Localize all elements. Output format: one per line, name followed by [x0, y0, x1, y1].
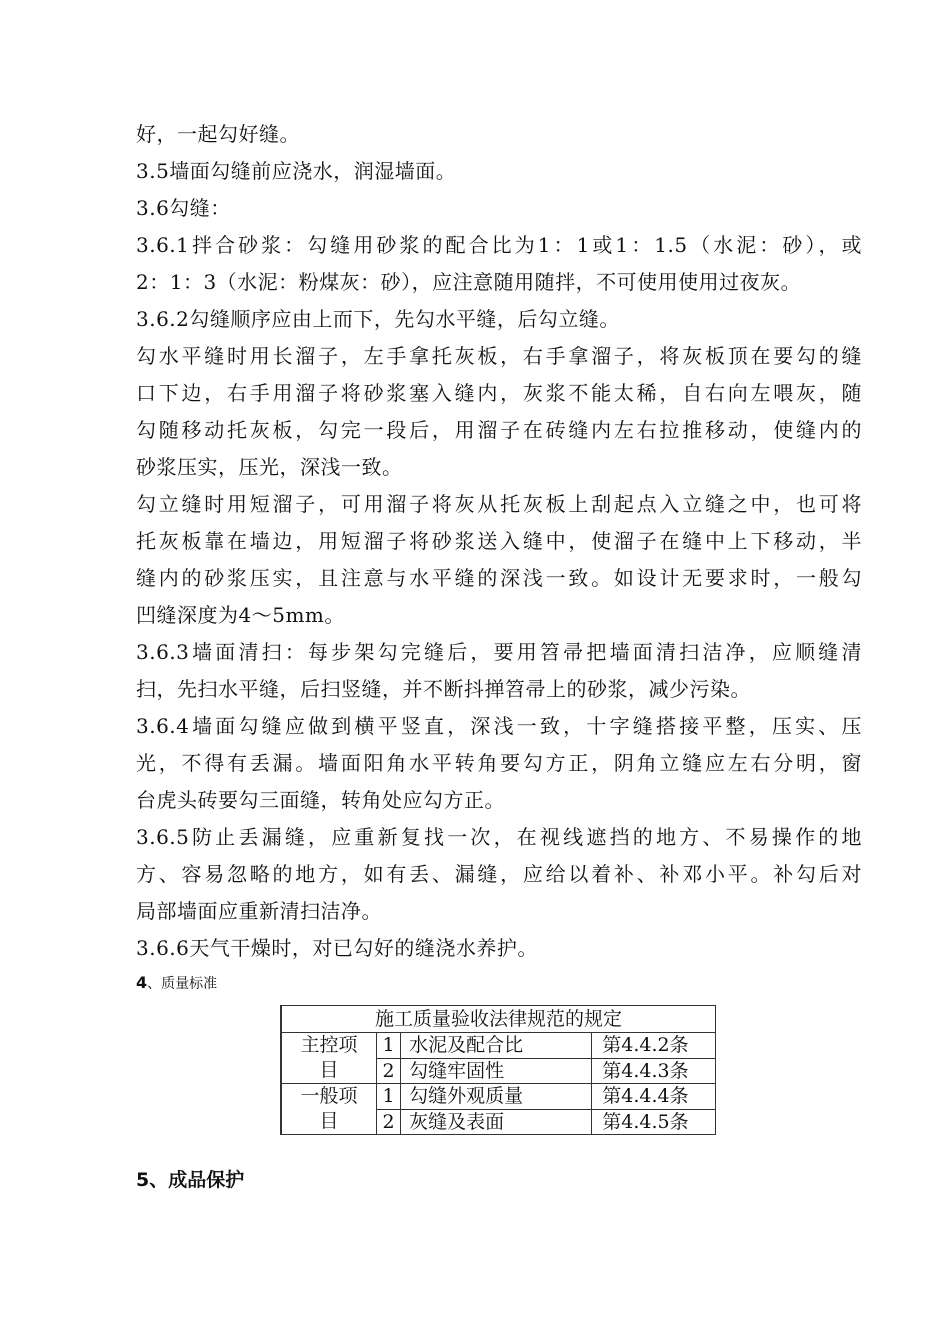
- text-line: 口下边，右手用溜子将砂浆塞入缝内，灰浆不能太稀，自右向左喂灰，随: [136, 381, 862, 405]
- text-line: 3.6.4墙面勾缝应做到横平竖直，深浅一致，十字缝搭接平整，压实、压: [136, 714, 862, 738]
- row-item: 勾缝牢固性: [401, 1058, 592, 1084]
- row-item: 勾缝外观质量: [401, 1084, 592, 1110]
- text-line: 3.6.5防止丢漏缝，应重新复找一次，在视线遮挡的地方、不易操作的地: [136, 825, 862, 849]
- section-5-heading: 5、成品保护: [136, 1169, 245, 1191]
- section-4-title: 、质量标准: [147, 976, 218, 992]
- text-line: 2：1：3（水泥：粉煤灰：砂），应注意随用随拌，不可使用使用过夜灰。: [136, 270, 802, 294]
- text-line: 砂浆压实，压光，深浅一致。: [136, 455, 403, 479]
- text-line: 勾立缝时用短溜子，可用溜子将灰从托灰板上刮起点入立缝之中，也可将: [136, 492, 862, 516]
- row-clause: 第4.4.5条: [592, 1109, 716, 1135]
- row-item: 水泥及配合比: [401, 1033, 592, 1059]
- text-line: 方、容易忽略的地方，如有丢、漏缝，应给以着补、补邓小平。补勾后对: [136, 862, 862, 886]
- text-line: 3.6.1拌合砂浆：勾缝用砂浆的配合比为1：1或1：1.5（水泥：砂），或: [136, 233, 862, 257]
- group-name-line: 目: [319, 1110, 339, 1132]
- text-line: 光，不得有丢漏。墙面阳角水平转角要勾方正，阴角立缝应左右分明，窗: [136, 751, 862, 775]
- group-name-line: 主控项: [300, 1034, 358, 1056]
- row-clause: 第4.4.4条: [592, 1084, 716, 1110]
- text-line: 托灰板靠在墙边，用短溜子将砂浆送入缝中，使溜子在缝中上下移动，半: [136, 529, 862, 553]
- text-line: 勾水平缝时用长溜子，左手拿托灰板，右手拿溜子，将灰板顶在要勾的缝: [136, 344, 862, 368]
- text-line: 3.6.2勾缝顺序应由上而下，先勾水平缝，后勾立缝。: [136, 307, 620, 331]
- row-number: 2: [377, 1109, 401, 1135]
- document-body: [136, 116, 862, 967]
- text-line: 凹缝深度为4～5mm。: [136, 603, 345, 627]
- row-number: 1: [377, 1033, 401, 1059]
- text-line: 勾随移动托灰板，勾完一段后，用溜子在砖缝内左右拉推移动，使缝内的: [136, 418, 862, 442]
- text-line: 3.6勾缝：: [136, 196, 231, 220]
- group-cell: [281, 1084, 377, 1135]
- group-name-line: 一般项: [300, 1085, 358, 1107]
- row-number: 1: [377, 1084, 401, 1110]
- row-item: 灰缝及表面: [401, 1109, 592, 1135]
- text-line: 缝内的砂浆压实，且注意与水平缝的深浅一致。如设计无要求时，一般勾: [136, 566, 862, 590]
- table-row: [281, 1033, 716, 1059]
- text-line: 3.5墙面勾缝前应浇水，润湿墙面。: [136, 159, 457, 183]
- quality-standard-table: [280, 1005, 716, 1135]
- text-line: 好，一起勾好缝。: [136, 122, 300, 146]
- section-4-heading: [136, 972, 217, 995]
- text-line: 3.6.3墙面清扫：每步架勾完缝后，要用笤帚把墙面清扫洁净，应顺缝清: [136, 640, 862, 664]
- text-line: 台虎头砖要勾三面缝，转角处应勾方正。: [136, 788, 505, 812]
- row-number: 2: [377, 1058, 401, 1084]
- text-line: 3.6.6天气干燥时，对已勾好的缝浇水养护。: [136, 936, 538, 960]
- row-clause: 第4.4.2条: [592, 1033, 716, 1059]
- group-cell: [281, 1033, 377, 1084]
- section-4-number: 4: [136, 973, 148, 992]
- text-line: 扫，先扫水平缝，后扫竖缝，并不断抖掸笤帚上的砂浆，减少污染。: [136, 677, 751, 701]
- table-header: 施工质量验收法律规范的规定: [281, 1006, 716, 1033]
- text-line: 局部墙面应重新清扫洁净。: [136, 899, 382, 923]
- table-row: [281, 1084, 716, 1110]
- row-clause: 第4.4.3条: [592, 1058, 716, 1084]
- group-name-line: 目: [319, 1059, 339, 1081]
